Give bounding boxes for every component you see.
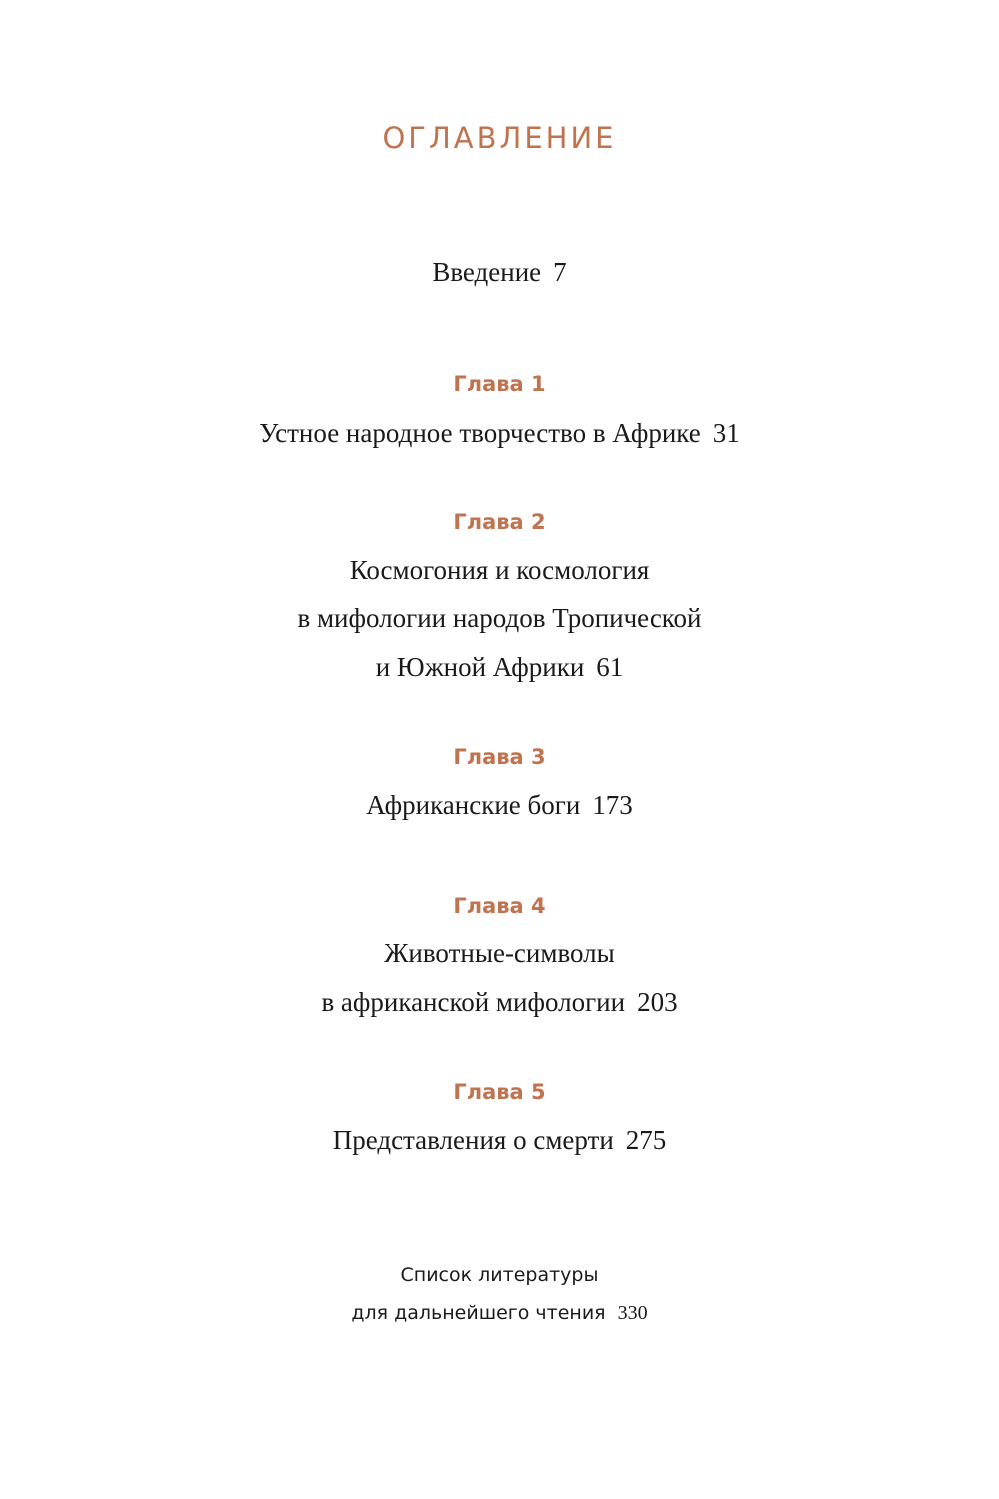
toc-entry-chapter-5[interactable] (0, 1122, 999, 1158)
toc-entry-title: Устное народное творчество в Африке (259, 418, 701, 448)
toc-entry-chapter-4-line-2[interactable] (0, 984, 999, 1020)
toc-entry-chapter-3[interactable] (0, 787, 999, 823)
toc-entry-page: 275 (625, 1125, 667, 1155)
toc-entry-chapter-2-line-1[interactable]: Космогония и космология (349, 555, 650, 585)
chapter-4-label: Глава 4 (453, 894, 546, 918)
toc-entry-title: для дальнейшего чтения (351, 1302, 606, 1324)
toc-entry-page: 330 (617, 1302, 648, 1324)
toc-entry-chapter-1[interactable] (0, 415, 999, 451)
toc-entry-title: и Южной Африки (375, 652, 585, 682)
toc-entry-chapter-2-line-3[interactable] (0, 649, 999, 685)
chapter-1-label: Глава 1 (453, 372, 546, 396)
toc-entry-bibliography-line-1[interactable]: Список литературы (400, 1264, 599, 1286)
toc-entry-page: 173 (592, 790, 633, 820)
toc-entry-title: Африканские боги (366, 790, 581, 820)
toc-entry-chapter-4-line-1[interactable]: Животные-символы (384, 938, 615, 968)
toc-entry-title: Представления о смерти (332, 1125, 614, 1155)
toc-entry-page: 31 (712, 418, 740, 448)
toc-entry-page: 203 (637, 987, 678, 1017)
chapter-2-label: Глава 2 (453, 510, 546, 534)
chapter-3-label: Глава 3 (453, 745, 546, 769)
toc-entry-chapter-2-line-2[interactable]: в мифологии народов Тропической (297, 603, 702, 633)
toc-entry-title: в африканской мифологии (321, 987, 626, 1017)
toc-entry-page: 61 (596, 652, 624, 682)
toc-entry-page: 7 (553, 257, 567, 287)
chapter-5-label: Глава 5 (453, 1080, 546, 1104)
toc-title: ОГЛАВЛЕНИЕ (382, 121, 617, 155)
toc-entry-title: Введение (432, 257, 542, 287)
toc-entry-intro[interactable] (0, 254, 999, 290)
toc-entry-bibliography-line-2[interactable] (0, 1300, 999, 1326)
